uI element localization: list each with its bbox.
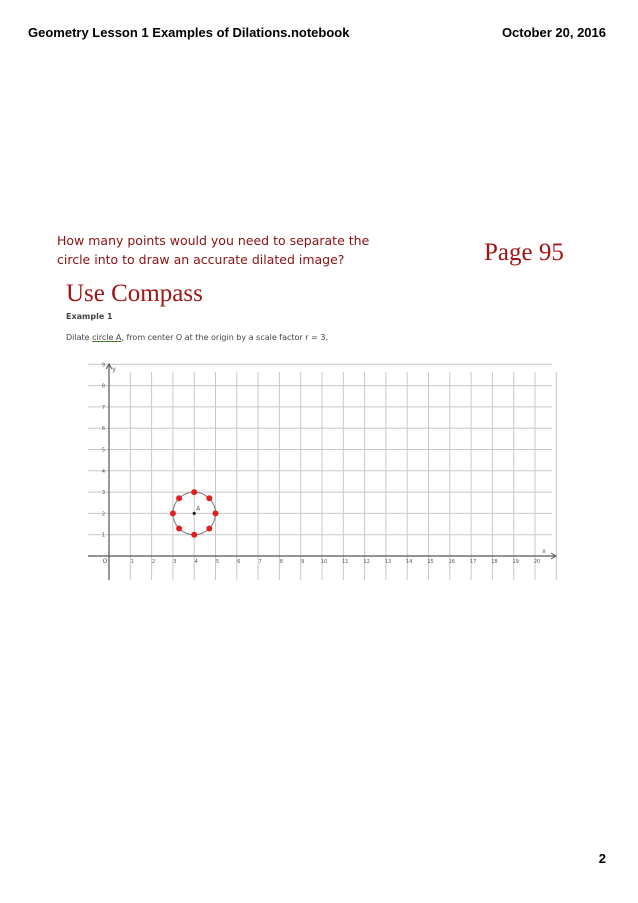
x-tick-label: 19: [512, 559, 519, 565]
x-tick-label: 5: [215, 559, 220, 565]
origin-label: O: [102, 558, 108, 565]
x-tick-label: 12: [363, 559, 370, 565]
x-tick-label: 20: [533, 559, 541, 565]
x-tick-label: 18: [491, 559, 498, 565]
x-tick-label: 10: [320, 559, 328, 565]
y-tick-label: 8: [101, 383, 105, 390]
example-text-underlined: circle A: [92, 333, 122, 342]
marked-point: [213, 510, 219, 516]
x-tick-label: 2: [152, 559, 156, 565]
x-tick-label: 17: [469, 559, 477, 565]
x-tick-label: 3: [173, 559, 177, 565]
y-axis-label: y: [112, 366, 116, 373]
y-tick-label: 6: [101, 426, 105, 433]
x-tick-label: 4: [194, 559, 198, 565]
y-tick-label: 2: [101, 511, 105, 518]
y-tick-label: 1: [101, 532, 105, 539]
marked-point: [170, 510, 176, 516]
document-date: October 20, 2016: [501, 25, 606, 40]
example-text-suffix: , from center O at the origin by a scale factor r = 3.: [121, 333, 328, 342]
compass-hint: Use Compass: [66, 280, 203, 307]
marked-point: [176, 495, 182, 501]
y-tick-label: 7: [101, 404, 105, 411]
example-text-prefix: Dilate: [66, 333, 93, 342]
marked-point: [206, 526, 212, 532]
x-tick-label: 6: [237, 559, 241, 565]
x-tick-label: 7: [258, 559, 262, 565]
y-tick-label: 5: [101, 447, 105, 454]
example-title: Example 1: [66, 312, 113, 321]
y-tick-label: 9: [101, 362, 105, 369]
x-tick-label: 1: [130, 559, 134, 565]
x-tick-label: 16: [448, 559, 455, 565]
question-line-2: circle into to draw an accurate dilated image?: [57, 252, 345, 267]
page-reference: Page 95: [484, 239, 564, 266]
x-tick-label: 14: [406, 559, 413, 565]
page-number: 2: [598, 851, 606, 866]
x-tick-label: 11: [342, 559, 349, 565]
x-axis-label: x: [542, 548, 546, 555]
y-tick-label: 3: [101, 490, 105, 497]
x-tick-label: 13: [384, 559, 392, 565]
document-title: Geometry Lesson 1 Examples of Dilations.notebook: [28, 25, 350, 40]
x-tick-label: 9: [301, 559, 305, 565]
y-tick-label: 4: [101, 468, 105, 475]
marked-point: [206, 495, 212, 501]
marked-point: [176, 526, 182, 532]
marked-point: [191, 532, 197, 538]
question-line-1: How many points would you need to separate the: [57, 233, 370, 248]
x-tick-label: 8: [279, 559, 283, 565]
x-tick-label: 15: [427, 559, 434, 565]
marked-point: [191, 489, 197, 495]
circle-center-label: A: [196, 505, 201, 513]
